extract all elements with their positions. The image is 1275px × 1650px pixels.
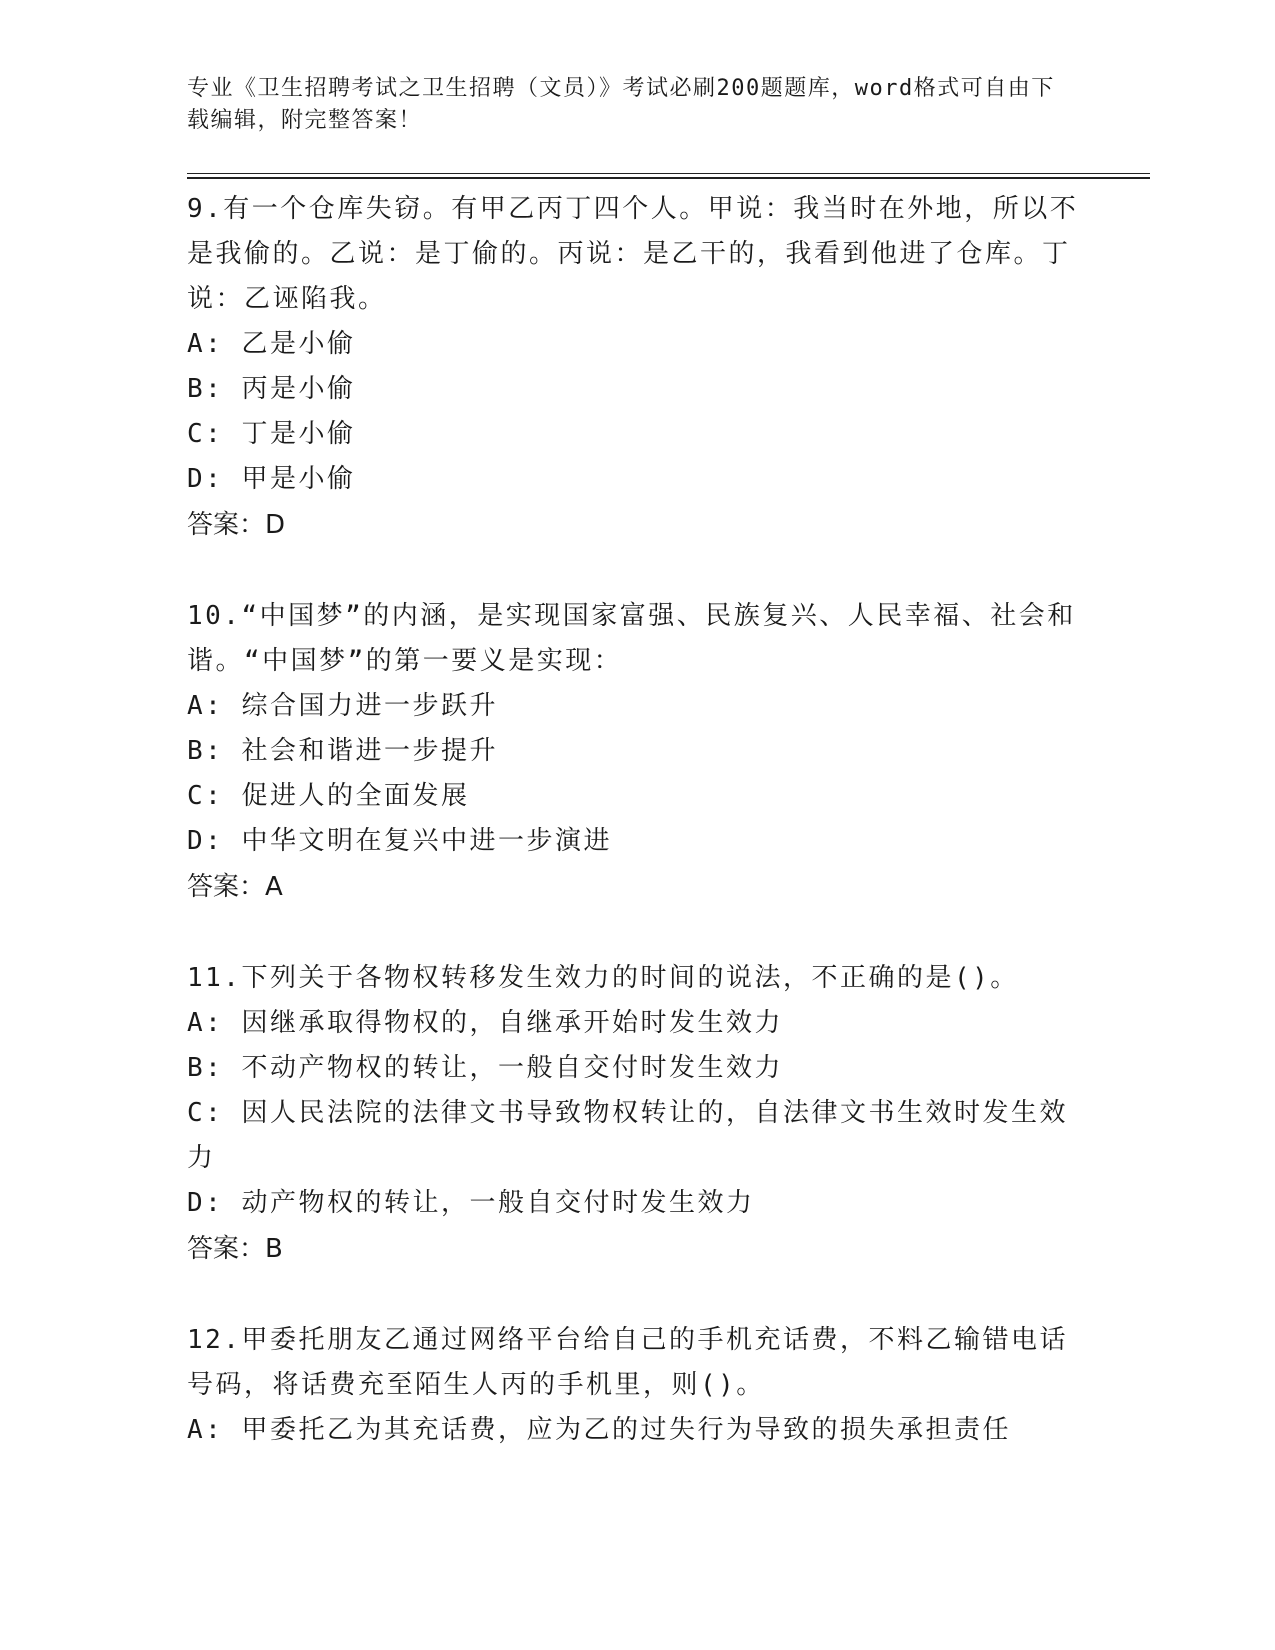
option-c: C: 促进人的全面发展 [187, 781, 470, 811]
answer: 答案：D [187, 510, 286, 540]
question-stem: 12.甲委托朋友乙通过网络平台给自己的手机充话费，不料乙输错电话号码，将话费充至陌生人丙的手机里，则()。 [187, 1325, 1068, 1400]
option-b: B: 丙是小偷 [187, 374, 356, 404]
option-d: D: 甲是小偷 [187, 464, 356, 494]
header-divider-thin [187, 173, 1150, 174]
document-header: 专业《卫生招聘考试之卫生招聘（文员）》考试必刷200题题库，word格式可自由下载编辑，附完整答案！ [187, 76, 1055, 133]
option-d: D: 中华文明在复兴中进一步演进 [187, 826, 612, 856]
question-stem: 11.下列关于各物权转移发生效力的时间的说法，不正确的是()。 [187, 963, 1019, 993]
option-b: B: 社会和谐进一步提升 [187, 736, 498, 766]
question-stem: 9.有一个仓库失窃。有甲乙丙丁四个人。甲说：我当时在外地，所以不是我偷的。乙说：是丁偷的。丙说：是乙干的，我看到他进了仓库。丁说：乙诬陷我。 [187, 194, 1079, 314]
option-a: A: 乙是小偷 [187, 329, 356, 359]
question-9 [187, 187, 1087, 548]
header-divider-thick [187, 177, 1150, 179]
option-a: A: 综合国力进一步跃升 [187, 691, 498, 721]
option-b: B: 不动产物权的转让，一般自交付时发生效力 [187, 1053, 783, 1083]
option-d: D: 动产物权的转让，一般自交付时发生效力 [187, 1188, 755, 1218]
answer: 答案：A [187, 872, 283, 902]
question-list [187, 187, 1087, 1453]
question-12 [187, 1318, 1087, 1453]
question-stem: 10.“中国梦”的内涵，是实现国家富强、民族复兴、人民幸福、社会和谐。“中国梦”的第一要义是实现： [187, 601, 1076, 676]
question-10 [187, 594, 1087, 910]
option-a: A: 甲委托乙为其充话费，应为乙的过失行为导致的损失承担责任 [187, 1415, 1011, 1445]
option-a: A: 因继承取得物权的，自继承开始时发生效力 [187, 1008, 783, 1038]
question-11 [187, 956, 1087, 1272]
option-c: C: 丁是小偷 [187, 419, 356, 449]
option-c: C: 因人民法院的法律文书导致物权转让的，自法律文书生效时发生效力 [187, 1098, 1068, 1173]
answer: 答案：B [187, 1234, 283, 1264]
